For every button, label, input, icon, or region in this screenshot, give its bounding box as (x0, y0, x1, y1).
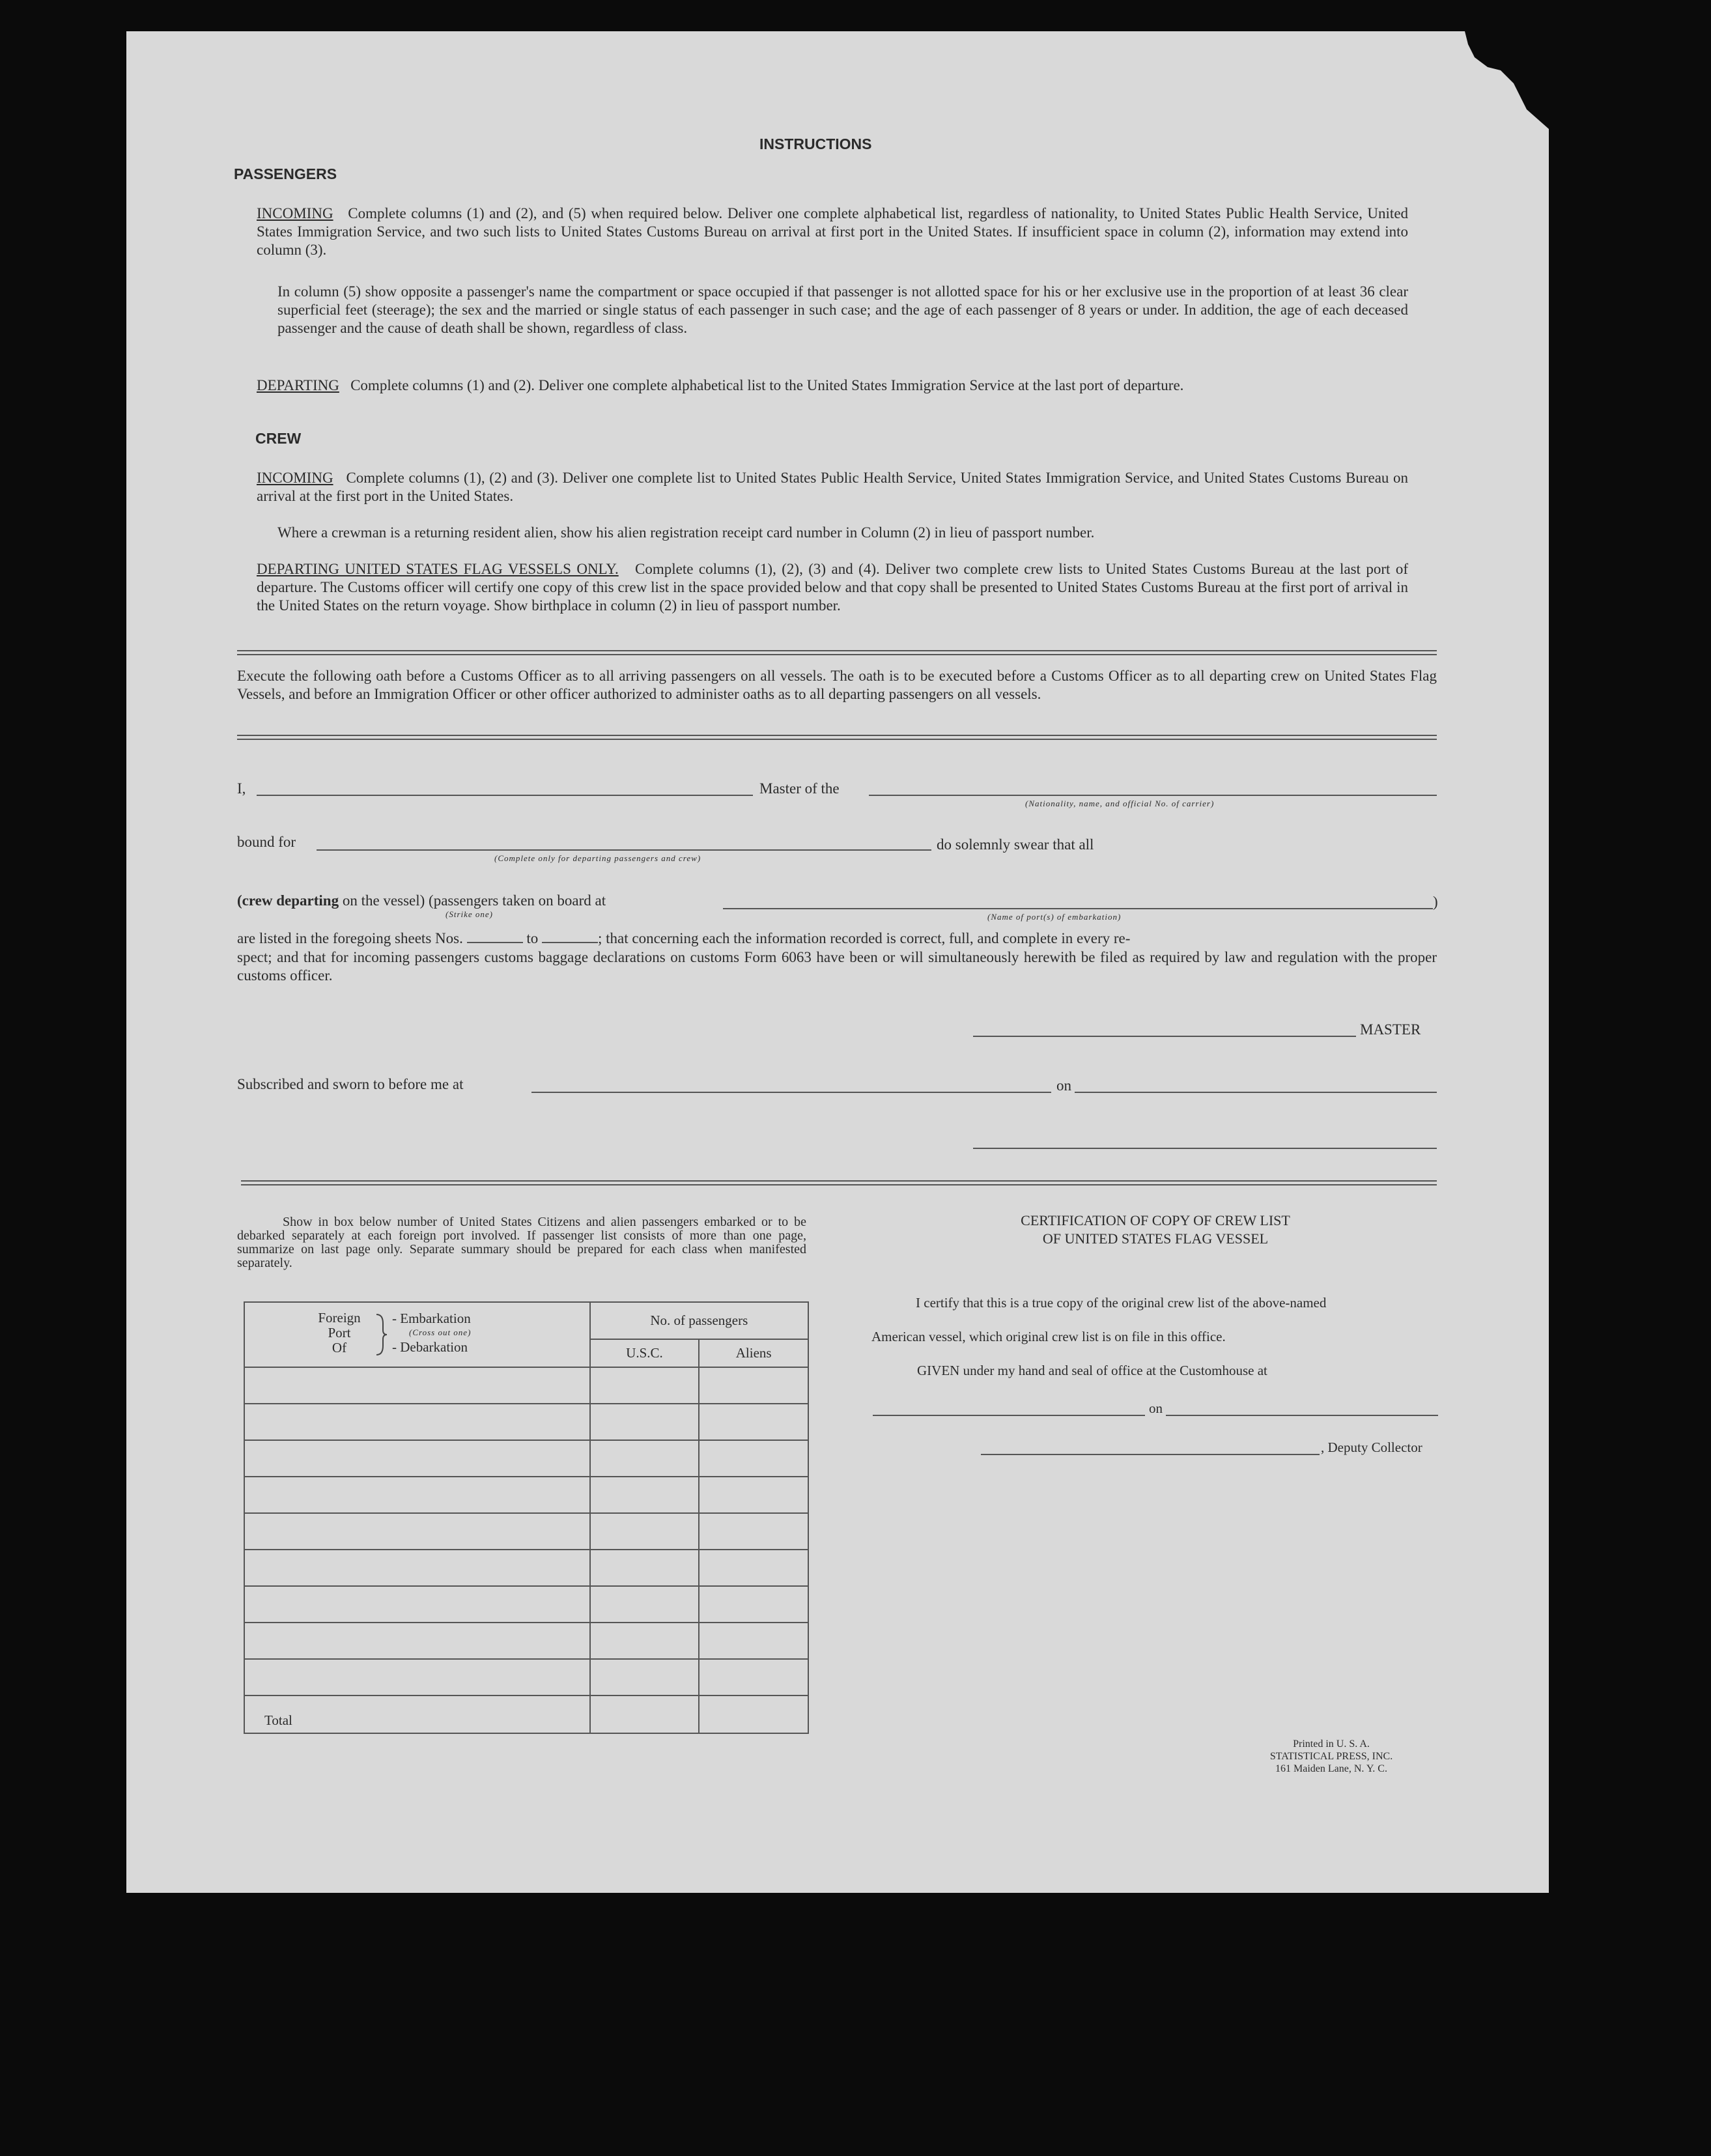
subscribed-date-field[interactable] (1075, 1092, 1437, 1093)
aliens-cell[interactable] (699, 1513, 808, 1550)
usc-cell[interactable] (590, 1550, 700, 1586)
printer-line3: 161 Maiden Lane, N. Y. C. (1275, 1763, 1387, 1774)
close-paren: ) (1433, 894, 1438, 910)
crew-departing-option[interactable]: (crew departing (237, 892, 339, 909)
bound-caption: (Complete only for departing passengers and crew) (494, 853, 701, 863)
embarkation-ports-field[interactable] (723, 908, 1433, 909)
passengers-departing-text: Complete columns (1) and (2). Deliver one complete alphabetical list to the United States Immigration Service at the last port of departure. (350, 377, 1184, 393)
crew-incoming-text: Complete columns (1), (2) and (3). Deliver one complete list to United States Public Health Service, United States Immigration Service, and United States Customs Bureau on arrival at the first port in the United States. (257, 470, 1409, 504)
printer-imprint (1247, 1738, 1416, 1775)
cross-out-caption: (Cross out one) (409, 1327, 472, 1337)
aliens-cell[interactable] (699, 1477, 808, 1513)
port-cell[interactable] (244, 1367, 590, 1404)
master-name-field[interactable] (257, 795, 753, 796)
passengers-incoming-label: INCOMING (257, 205, 333, 221)
aliens-cell[interactable] (699, 1440, 808, 1477)
no-of-passengers-header: No. of passengers (590, 1302, 808, 1339)
given-line: GIVEN under my hand and seal of office at the Customhouse at (917, 1363, 1267, 1378)
subscribed-on-label: on (1056, 1077, 1071, 1094)
crew-departing-text: Complete columns (1), (2), (3) and (4). Deliver two complete crew lists to United States Customs Bureau at the last port of departure. The Customs officer will certify one copy of this crew list in the space provided below and that copy shall be presented to United States Customs Bureau at the first port of arrival in the United States on the return voyage. Show birthplace in column (2) in lieu of passport number. (257, 561, 1409, 614)
passengers-departing-paragraph (257, 376, 1408, 395)
certify-line2: American vessel, which original crew list is on file in this office. (871, 1329, 1226, 1344)
torn-corner-shape (1429, 31, 1549, 129)
port-cell[interactable] (244, 1477, 590, 1513)
sheets-line (237, 929, 1130, 947)
sheets-text: ; that concerning each the information recorded is correct, full, and complete in every re- (597, 930, 1131, 946)
brace-icon (375, 1313, 388, 1356)
certification-title-line1: CERTIFICATION OF COPY OF CREW LIST (1021, 1212, 1290, 1228)
crew-departing-label: DEPARTING UNITED STATES FLAG VESSELS ONLY. (257, 561, 619, 577)
certification-on-label: on (1149, 1400, 1163, 1416)
aliens-cell[interactable] (699, 1404, 808, 1440)
page-title: INSTRUCTIONS (759, 135, 872, 152)
aliens-cell[interactable] (699, 1623, 808, 1659)
divider-2 (237, 735, 1437, 740)
sheet-to-field[interactable] (542, 929, 598, 943)
deputy-collector-label: , Deputy Collector (1321, 1440, 1422, 1455)
master-of-label: Master of the (759, 780, 840, 797)
oath-i-label: I, (237, 780, 246, 797)
certification-title-line2: OF UNITED STATES FLAG VESSEL (1042, 1230, 1269, 1247)
port-cell[interactable] (244, 1404, 590, 1440)
usc-cell[interactable] (590, 1659, 700, 1695)
passenger-summary-table (244, 1301, 809, 1734)
port-header-cell (244, 1302, 590, 1367)
passengers-incoming-text: Complete columns (1) and (2), and (5) when required below. Deliver one complete alphabetical list, regardless of nationality, to United States Public Health Service, United States Immigration Service, and two such lists to United States Customs Bureau on arrival at first port in the United States. If insufficient space in column (2), information may extend into column (3). (257, 205, 1409, 258)
usc-cell[interactable] (590, 1513, 700, 1550)
passengers-heading: PASSENGERS (234, 165, 337, 182)
foreign-port-of-label: Foreign Port Of (318, 1310, 361, 1355)
crew-incoming-paragraph (257, 469, 1408, 505)
usc-cell[interactable] (590, 1367, 700, 1404)
baggage-declaration-text: spect; and that for incoming passengers customs baggage declarations on customs Form 6063 have been or will simultaneously herewith be filed as required by law and regulation with the proper customs officer. (237, 949, 1437, 984)
passengers-departing-label: DEPARTING (257, 377, 339, 393)
customhouse-place-field[interactable] (873, 1415, 1145, 1416)
summary-note: Show in box below number of United States Citizens and alien passengers embarked or to be debarked separately at each foreign port involved. If passenger list consists of more than one page, summarize on last page only. Separate summary should be prepared for each class when manifested separately. (237, 1215, 806, 1270)
total-label: Total (244, 1695, 590, 1733)
divider-1 (237, 650, 1437, 655)
sheets-label: are listed in the foregoing sheets Nos. (237, 930, 463, 946)
embarkation-label: - Embarkation (392, 1311, 471, 1326)
aliens-cell[interactable] (699, 1586, 808, 1623)
divider-3 (241, 1180, 1437, 1185)
certification-title (973, 1212, 1338, 1248)
deputy-signature-field[interactable] (981, 1454, 1320, 1455)
oath-instruction: Execute the following oath before a Customs Officer as to all arriving passengers on all vessels. The oath is to be executed before a Customs Officer as to all departing crew on United States Flag Vessels, and before an Immigration Officer or other officer authorized to administer oaths as to all departing passengers on all vessels. (237, 668, 1437, 702)
swear-label: do solemnly swear that all (937, 836, 1094, 853)
certify-line1: I certify that this is a true copy of the original crew list of the above-named (916, 1295, 1327, 1311)
printer-line1: Printed in U. S. A. (1293, 1738, 1370, 1750)
port-cell[interactable] (244, 1440, 590, 1477)
usc-cell[interactable] (590, 1586, 700, 1623)
nationality-caption: (Nationality, name, and official No. of carrier) (1025, 799, 1215, 808)
printer-line2: STATISTICAL PRESS, INC. (1269, 1751, 1393, 1762)
port-cell[interactable] (244, 1586, 590, 1623)
aliens-cell[interactable] (699, 1659, 808, 1695)
aliens-cell[interactable] (699, 1367, 808, 1404)
resident-alien-paragraph: Where a crewman is a returning resident alien, show his alien registration receipt card number in Column (2) in lieu of passport number. (277, 524, 1095, 541)
crew-departing-paragraph (257, 560, 1408, 615)
officer-signature-field[interactable] (973, 1148, 1437, 1149)
crew-passengers-line (237, 892, 606, 909)
passengers-incoming-paragraph (257, 205, 1408, 259)
aliens-header: Aliens (699, 1339, 808, 1367)
crew-heading: CREW (255, 430, 302, 447)
total-usc-cell[interactable] (590, 1695, 700, 1733)
column5-paragraph: In column (5) show opposite a passenger's name the compartment or space occupied if that passenger is not allotted space for his or her exclusive use in the proportion of at least 36 clear superficial feet (steerage); the sex and the married or single status of each passenger in such case; and the age of each passenger of 8 years or under. In addition, the age of each deceased passenger and the cause of death shall be shown, regardless of class. (277, 283, 1408, 336)
subscribed-label: Subscribed and sworn to before me at (237, 1076, 464, 1092)
debarkation-label: - Debarkation (392, 1339, 468, 1355)
sheet-from-field[interactable] (467, 929, 523, 943)
ports-caption: (Name of port(s) of embarkation) (987, 912, 1122, 922)
usc-header: U.S.C. (590, 1339, 700, 1367)
bound-for-field[interactable] (317, 849, 931, 851)
port-cell[interactable] (244, 1550, 590, 1586)
certification-date-field[interactable] (1166, 1415, 1438, 1416)
passengers-option[interactable]: (passengers taken on board at (429, 892, 606, 909)
carrier-field[interactable] (869, 795, 1437, 796)
port-cell[interactable] (244, 1623, 590, 1659)
usc-cell[interactable] (590, 1404, 700, 1440)
usc-cell[interactable] (590, 1623, 700, 1659)
strike-caption: (Strike one) (445, 909, 494, 919)
form-page (126, 31, 1549, 1893)
port-cell[interactable] (244, 1659, 590, 1695)
master-signature-field[interactable] (973, 1036, 1356, 1037)
port-cell[interactable] (244, 1513, 590, 1550)
on-vessel-text: on the vessel) (342, 892, 425, 909)
subscribed-place-field[interactable] (531, 1092, 1051, 1093)
crew-incoming-label: INCOMING (257, 470, 333, 486)
total-aliens-cell[interactable] (699, 1695, 808, 1733)
usc-cell[interactable] (590, 1477, 700, 1513)
aliens-cell[interactable] (699, 1550, 808, 1586)
sheets-to-label: to (526, 930, 539, 946)
usc-cell[interactable] (590, 1440, 700, 1477)
master-label: MASTER (1360, 1021, 1421, 1038)
bound-for-label: bound for (237, 834, 296, 850)
